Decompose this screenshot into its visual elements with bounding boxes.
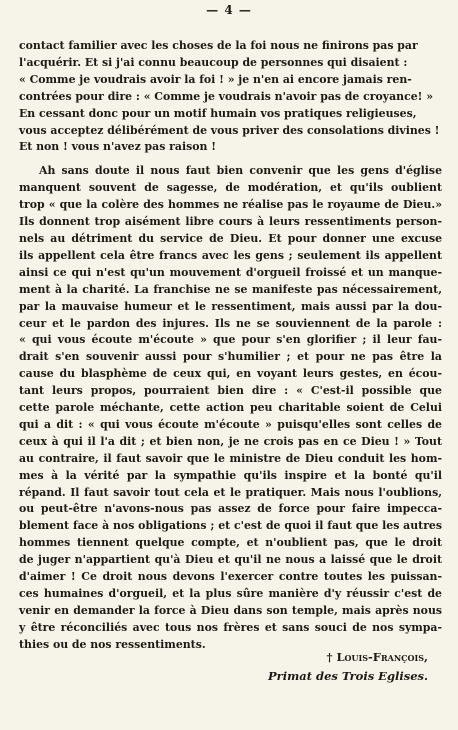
text-line: En cessant donc pour un motif humain vos pratiques religieuses, bbox=[19, 106, 417, 120]
text-line: contact familier avec les choses de la foi nous ne finirons pas par bbox=[19, 39, 418, 52]
text-line: Ah sans doute il nous faut bien convenir que les gens d'église bbox=[39, 164, 442, 178]
text-line: nels au détriment du service de Dieu. Et pour donner une excuse bbox=[19, 231, 442, 245]
text-line: vous acceptez délibérément de vous priver des consolations divines ! bbox=[19, 123, 440, 137]
page-number: — 4 — bbox=[206, 3, 252, 17]
text-line: de juger n'appartient qu'à Dieu et qu'il ne nous a laissé que le droit bbox=[19, 553, 442, 567]
text-line: par la mauvaise humeur et le ressentiment, mais aussi par la dou- bbox=[19, 299, 442, 313]
signature-title: Primat des Trois Eglises. bbox=[268, 669, 428, 683]
text-line: manquent souvent de sagesse, de modération, et qu'ils oublient bbox=[19, 181, 442, 195]
text-line: ment à la charité. La franchise ne se manifeste pas nécessairement, bbox=[19, 282, 442, 296]
text-line: drait s'en souvenir aussi pour s'humilier ; et pour ne pas être la bbox=[19, 350, 442, 364]
text-line: l'acquérir. Et si j'ai connu beaucoup de personnes qui disaient : bbox=[19, 55, 408, 69]
text-line: contrées pour dire : « Comme je voudrais n'avoir pas de croyance! » bbox=[19, 89, 434, 103]
text-line: Ils donnent trop aisément libre cours à leurs ressentiments person- bbox=[19, 215, 442, 229]
text-line: trop « que la colère des hommes ne réalise pas le royaume de Dieu.» bbox=[19, 198, 442, 212]
text-line: mes à la vérité par la sympathie qu'ils inspire et la bonté qu'il bbox=[19, 468, 442, 482]
text-line: ou peut-être n'avons-nous pas assez de force pour faire impecca- bbox=[19, 502, 442, 516]
paragraph-1 bbox=[19, 38, 442, 156]
text-line: cause du blasphème de ceux qui, en voyant leurs gestes, en écou- bbox=[19, 367, 442, 381]
text-line: ceux à qui il l'a dit ; et bien non, je ne crois pas en ce Dieu ! » Tout bbox=[19, 434, 442, 448]
text-line: cette parole méchante, cette action peu charitable soient de Celui bbox=[19, 401, 442, 415]
text-line: « Comme je voudrais avoir la foi ! » je n'en ai encore jamais ren- bbox=[19, 72, 412, 86]
text-line: ceur et le pardon des injures. Ils ne se souviennent de la parole : bbox=[19, 316, 442, 330]
text-line: thies ou de nos ressentiments. bbox=[19, 637, 206, 651]
text-line: tant leurs propos, pourraient bien dire : « C'est-il possible que bbox=[19, 384, 442, 398]
signature-name: † Louis-François, bbox=[326, 650, 428, 664]
text-line: blement face à nos obligations ; et c'est de quoi il faut que les autres bbox=[19, 519, 442, 533]
text-line: venir en demander la force à Dieu dans son temple, mais après nous bbox=[19, 603, 442, 617]
text-line: ils appellent cela être francs avec les gens ; seulement ils appellent bbox=[19, 248, 442, 262]
text-line: ainsi ce qui n'est qu'un mouvement d'orgueil froissé et un manque- bbox=[19, 265, 442, 279]
paragraph-2 bbox=[19, 163, 442, 653]
text-line: hommes tiennent quelque compte, et n'oublient pas, que le droit bbox=[19, 536, 442, 550]
text-line: « qui vous écoute m'écoute » que pour s'en glorifier ; il leur fau- bbox=[19, 333, 442, 347]
body-text bbox=[19, 38, 442, 654]
text-line: d'aimer ! Ce droit nous devons l'exercer contre toutes les puissan- bbox=[19, 570, 442, 584]
text-line: au contraire, il faut savoir que le ministre de Dieu conduit les hom- bbox=[19, 451, 442, 465]
text-line: répand. Il faut savoir tout cela et le pratiquer. Mais nous l'oublions, bbox=[19, 485, 442, 499]
text-line: ces humaines d'orgueil, et la plus sûre manière d'y réussir c'est de bbox=[19, 587, 442, 600]
text-line: Et non ! vous n'avez pas raison ! bbox=[19, 140, 216, 154]
text-line: y être réconciliés avec tous nos frères et sans souci de nos sympa- bbox=[19, 620, 442, 634]
text-line: qui a dit : « qui vous écoute m'écoute » puisqu'elles sont celles de bbox=[19, 417, 442, 431]
